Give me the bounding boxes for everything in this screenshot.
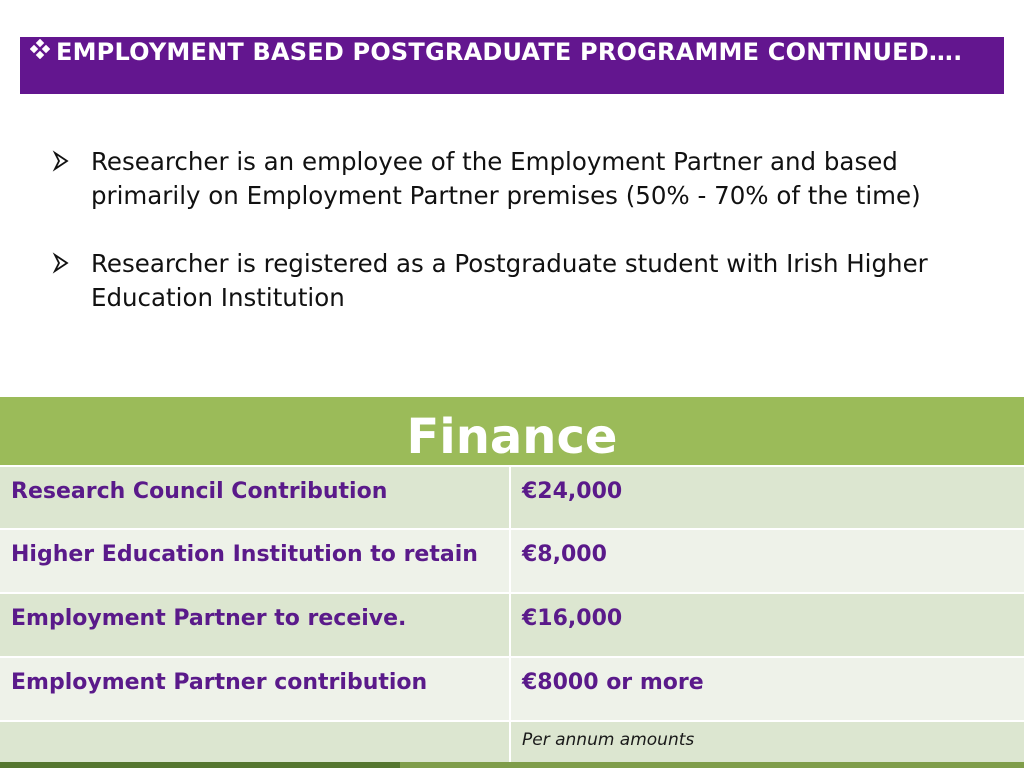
finance-table	[0, 396, 1024, 768]
bottom-accent-dark	[0, 762, 400, 768]
table-row	[0, 592, 1024, 656]
bullet-item	[52, 247, 1012, 315]
row-value: €16,000	[511, 592, 1024, 656]
per-annum-note: Per annum amounts	[511, 720, 1024, 762]
row-label: Higher Education Institution to retain	[0, 528, 511, 592]
bullet-list	[52, 145, 1012, 349]
row-value: €24,000	[511, 465, 1024, 528]
table-row	[0, 656, 1024, 720]
table-row	[0, 528, 1024, 592]
bullet-item	[52, 145, 1012, 213]
arrowhead-bullet-icon	[52, 145, 72, 179]
bullet-text: Researcher is registered as a Postgraduate student with Irish Higher Education Institution	[91, 249, 928, 312]
row-value: €8000 or more	[511, 656, 1024, 720]
arrowhead-bullet-icon	[52, 247, 72, 281]
row-label	[0, 720, 511, 762]
bottom-accent-strip	[0, 762, 1024, 768]
diamond-bullet-icon	[30, 39, 52, 59]
row-label: Research Council Contribution	[0, 465, 511, 528]
slide-title-bar	[20, 37, 1004, 94]
table-row	[0, 465, 1024, 528]
row-value: €8,000	[511, 528, 1024, 592]
row-label: Employment Partner to receive.	[0, 592, 511, 656]
table-row	[0, 720, 1024, 762]
bullet-text: Researcher is an employee of the Employment Partner and based primarily on Employment Partner premises (50% - 70% of the time)	[91, 147, 921, 210]
slide-title: EMPLOYMENT BASED POSTGRADUATE PROGRAMME CONTINUED….	[56, 38, 963, 66]
row-label: Employment Partner contribution	[0, 656, 511, 720]
finance-table-title: Finance	[0, 396, 1024, 465]
